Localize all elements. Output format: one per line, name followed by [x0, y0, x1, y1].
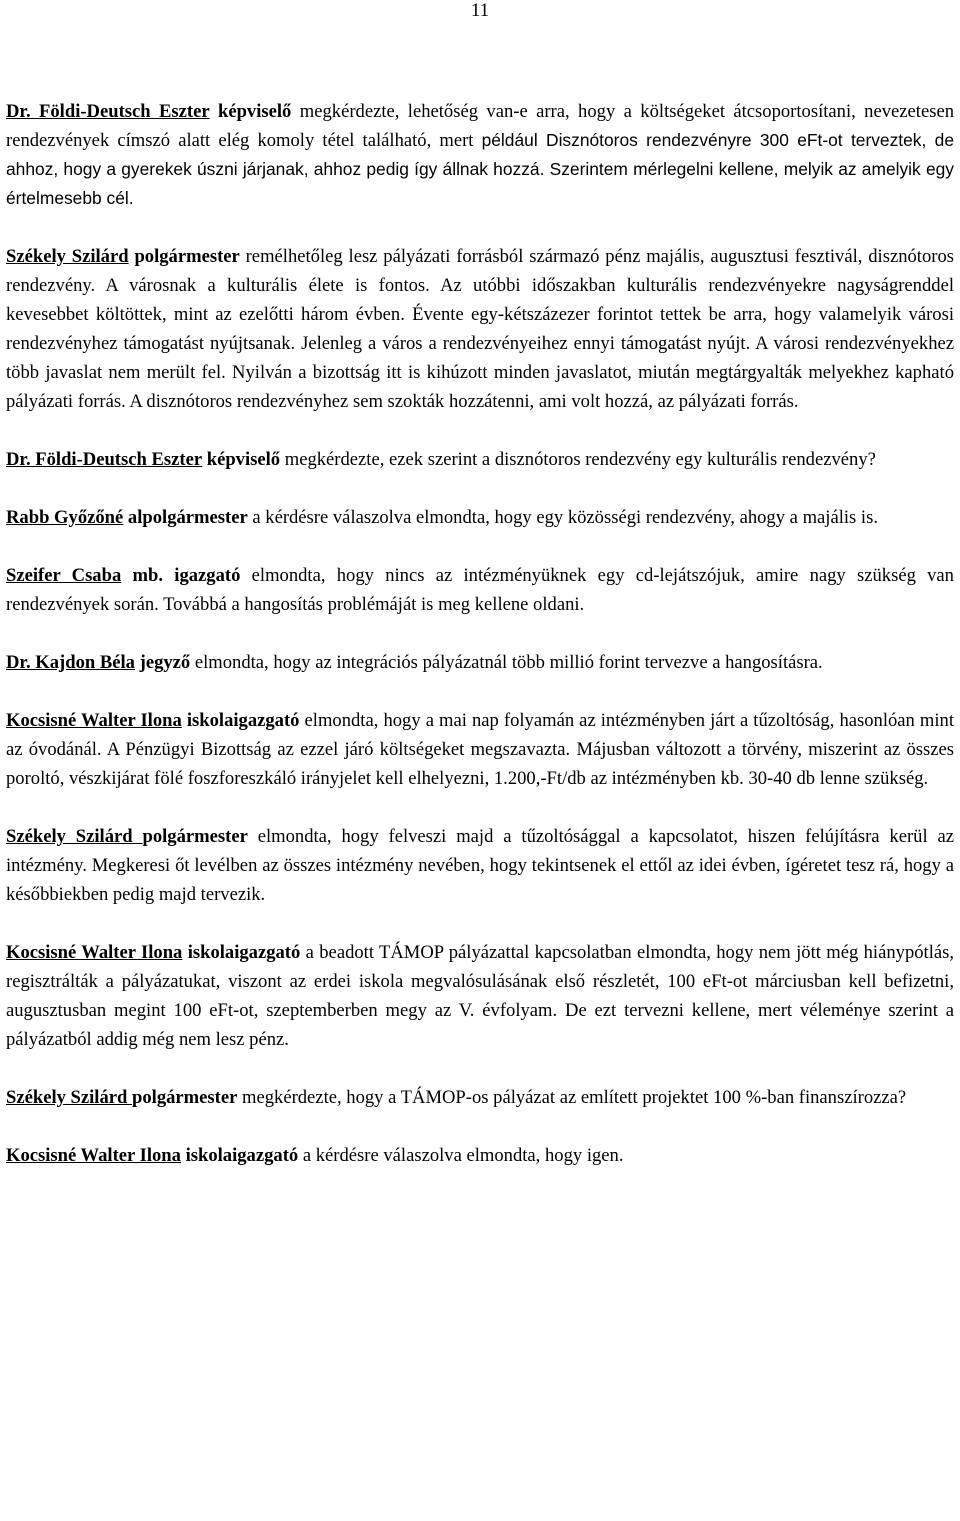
paragraph-text: remélhetőleg lesz pályázati forrásból származó pénz majális, augusztusi fesztivál, disznótoros rendezvény. A városnak a kulturális élete is fontos. Az utóbbi időszakban kulturális rendezvényekre nagyságrenddel kevesebbet költöttek, mint az ezelőtti három évben. Évente egy-kétszázezer forintot tettek be arra, hogy valamelyik városi rendezvényhez támogatást nyújtsanak. Jelenleg a város a rendezvényeihez ennyi támogatást nyújt. A városi rendezvényekhez több javaslat nem merült fel. Nyilván a bizottság itt is kihúzott minden javaslatot, miután megtárgyalták melyekhez kapható pályázati forrás. A disznótoros rendezvényhez sem szokták hozzátenni, ami volt hozzá, az pályázati forrás.: [6, 246, 954, 412]
paragraph-8: [6, 822, 954, 909]
speaker-role: képviselő: [218, 101, 292, 122]
paragraph-6: [6, 648, 954, 677]
speaker-name: Dr. Földi-Deutsch Eszter: [6, 449, 203, 470]
paragraph-1: [6, 97, 954, 213]
speaker-name: Kocsisné Walter Ilona: [6, 942, 183, 963]
paragraph-2: [6, 242, 954, 416]
document-body: [6, 97, 954, 1199]
page-number: 11: [470, 0, 490, 21]
speaker-name: Székely Szilárd: [6, 826, 143, 847]
speaker-name: Kocsisné Walter Ilona: [6, 1145, 181, 1166]
speaker-name: Dr. Kajdon Béla: [6, 652, 135, 673]
paragraph-text: a beadott TÁMOP pályázattal kapcsolatban elmondta, hogy nem jött még hiánypótlás, regisztrálták a pályázatukat, viszont az erdei iskola megvalósulásának első részletét, 100 eFt-ot márciusban kell befizetni, augusztusban megint 100 eFt-ot, szeptemberben megy az V. évfolyam. De ezt tervezni kellene, mert véleménye szerint a pályázatból addig még nem lesz pénz.: [6, 942, 955, 1050]
speaker-role: jegyző: [139, 652, 191, 673]
speaker-name: Dr. Földi-Deutsch Eszter: [6, 101, 210, 122]
paragraph-text: elmondta, hogy felveszi majd a tűzoltósággal a kapcsolatot, hiszen felújításra kerül az intézmény. Megkeresi őt levélben az összes intézmény nevében, hogy tekintsenek el ettől az idei évben, ígéretet tesz rá, hogy a későbbiekben pedig majd tervezik.: [6, 826, 954, 905]
paragraph-7: [6, 706, 954, 793]
paragraph-text: a kérdésre válaszolva elmondta, hogy igen.: [298, 1145, 624, 1166]
speaker-role: iskolaigazgató: [186, 710, 300, 731]
speaker-name: Szeifer Csaba: [6, 565, 122, 586]
speaker-role: alpolgármester: [127, 507, 248, 528]
paragraph-text: elmondta, hogy az integrációs pályázatnál több millió forint tervezve a hangosításra.: [190, 652, 823, 673]
paragraph-text: elmondta, hogy nincs az intézményüknek egy cd-lejátszójuk, amire nagy szükség van rendezvények során. Továbbá a hangosítás problémáját is meg kellene oldani.: [6, 565, 954, 615]
speaker-role: iskolaigazgató: [185, 1145, 299, 1166]
speaker-role: iskolaigazgató: [187, 942, 301, 963]
speaker-name: Rabb Győzőné: [6, 507, 124, 528]
paragraph-5: [6, 561, 954, 619]
speaker-role: polgármester: [142, 826, 248, 847]
paragraph-text: megkérdezte, lehetőség van-e arra, hogy a költségeket átcsoportosítani, nevezetesen rendezvények címszó alatt elég komoly tétel található, mert: [6, 101, 954, 151]
paragraph-11: [6, 1141, 954, 1170]
speaker-role: polgármester: [132, 1087, 238, 1108]
speaker-role: mb. igazgató: [132, 565, 241, 586]
paragraph-9: [6, 938, 954, 1054]
paragraph-4: [6, 503, 954, 532]
speaker-role: képviselő: [206, 449, 281, 470]
speaker-name: Kocsisné Walter Ilona: [6, 710, 182, 731]
paragraph-3: [6, 445, 954, 474]
paragraph-text: elmondta, hogy a mai nap folyamán az intézményben járt a tűzoltóság, hasonlóan mint az óvodánál. A Pénzügyi Bizottság az ezzel járó költségeket megszavazta. Májusban változott a törvény, miszerint az összes poroltó, vészkijárat fölé foszforeszkáló irányjelet kell elhelyezni, 1.200,-Ft/db az intézményben kb. 30-40 db lenne szükség.: [6, 710, 954, 789]
paragraph-text-sans: például Disznótoros rendezvényre 300 eFt-ot terveztek, de ahhoz, hogy a gyerekek úszni járjanak, ahhoz pedig így állnak hozzá. Szerintem mérlegelni kellene, melyik az amelyik egy értelmesebb cél.: [6, 130, 955, 208]
speaker-name: Székely Szilárd: [6, 246, 129, 267]
speaker-role: polgármester: [134, 246, 240, 267]
paragraph-10: [6, 1083, 954, 1112]
paragraph-text: megkérdezte, ezek szerint a disznótoros rendezvény egy kulturális rendezvény?: [280, 449, 876, 470]
paragraph-text: a kérdésre válaszolva elmondta, hogy egy közösségi rendezvény, ahogy a majális is.: [247, 507, 878, 528]
speaker-name: Székely Szilárd: [6, 1087, 133, 1108]
paragraph-text: megkérdezte, hogy a TÁMOP-os pályázat az említett projektet 100 %-ban finanszírozza?: [237, 1087, 907, 1108]
